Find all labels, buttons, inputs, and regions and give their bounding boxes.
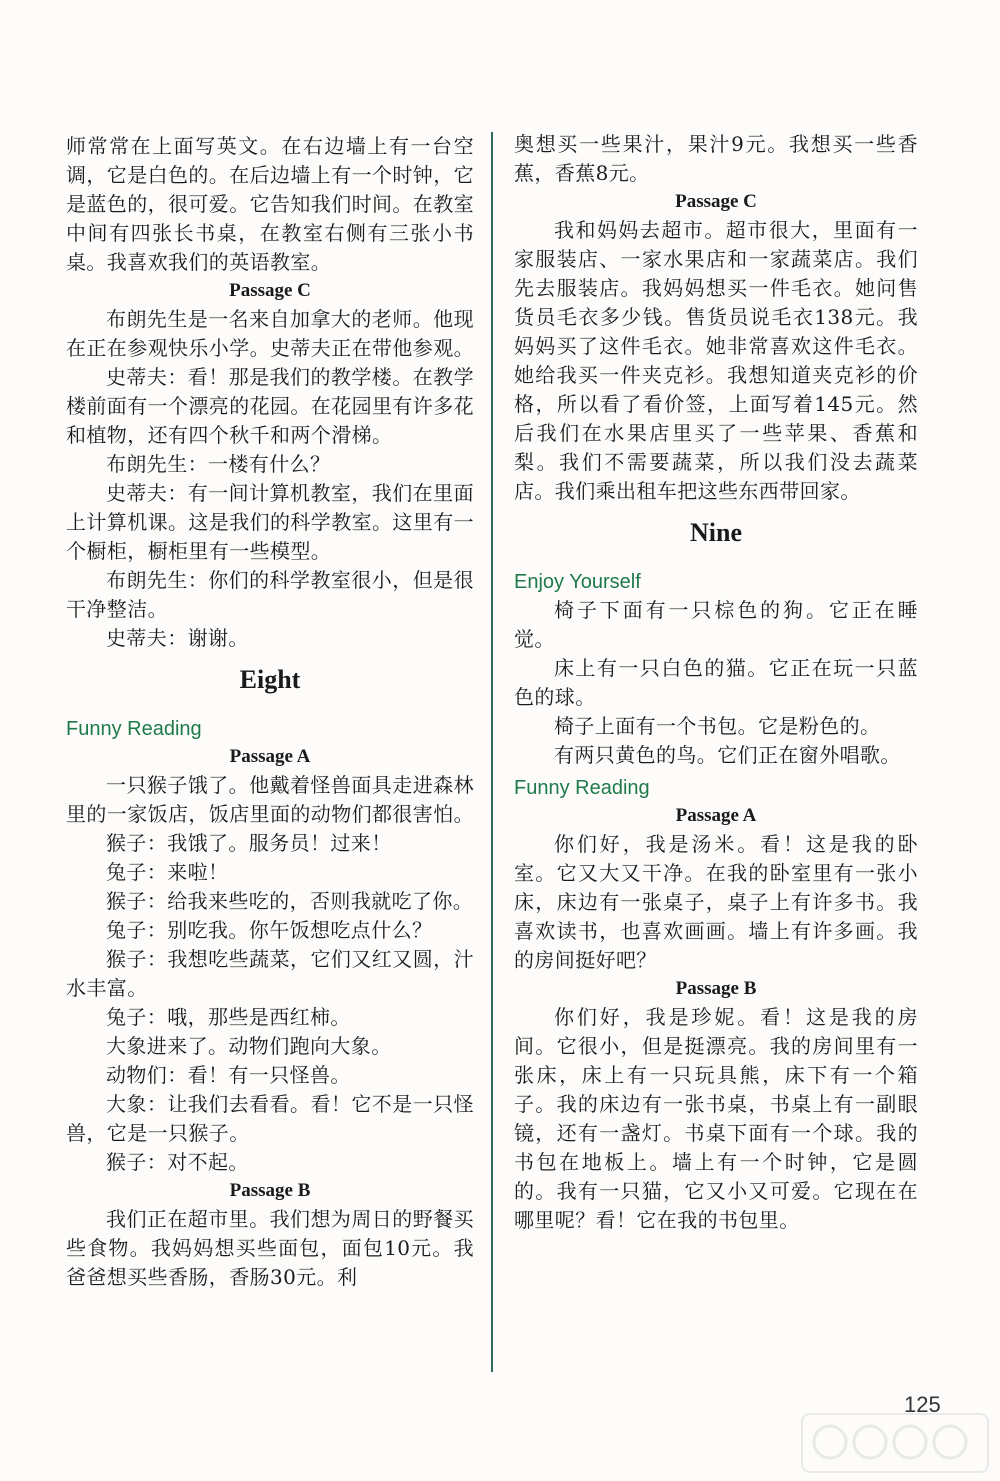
page-number: 125 [904,1392,941,1417]
right-column [514,130,918,1235]
paragraph: 猴子：我想吃些蔬菜，它们又红又圆，汁水丰富。 [66,947,474,1000]
passage-title: Passage A [229,746,311,767]
paragraph: 猴子：对不起。 [106,1150,249,1174]
unit-heading: Eight [239,665,301,694]
paragraph: 兔子：来啦！ [106,860,229,884]
paragraph: 大象：让我们去看看。看！它不是一只怪兽，它是一只猴子。 [66,1092,474,1145]
paragraph: 师常常在上面写英文。在右边墙上有一台空调，它是白色的。在后边墙上有一个时钟，它是蓝色的，很可爱。它告知我们时间。在教室中间有四张长书桌，在教室右侧有三张小书桌。我喜欢我们的英语教室。 [66,134,474,274]
paragraph: 椅子上面有一个书包。它是粉色的。 [554,714,881,738]
unit-heading: Nine [690,518,742,547]
passage-title: Passage C [229,280,311,301]
paragraph: 大象进来了。动物们跑向大象。 [106,1034,392,1058]
paragraph: 史蒂夫：看！那是我们的教学楼。在教学楼前面有一个漂亮的花园。在花园里有许多花和植物，还有四个秋千和两个滑梯。 [66,365,474,447]
paragraph: 兔子：别吃我。你午饭想吃点什么？ [106,918,433,942]
paragraph: 猴子：给我来些吃的，否则我就吃了你。 [106,889,474,913]
left-column [66,132,474,1292]
paragraph: 史蒂夫：有一间计算机教室，我们在里面上计算机课。这是我们的科学教室。这里有一个橱柜，橱柜里有一些模型。 [66,481,474,563]
paragraph: 布朗先生：你们的科学教室很小，但是很干净整洁。 [66,568,474,621]
paragraph: 我和妈妈去超市。超市很大，里面有一家服装店、一家水果店和一家蔬菜店。我们先去服装店。我妈妈想买一件毛衣。她问售货员毛衣多少钱。售货员说毛衣138元。我妈妈买了这件毛衣。她非常喜欢这件毛衣。她给我买一件夹克衫。我想知道夹克衫的价格，所以看了看价签，上面写着145元。然后我们在水果店里买了一些苹果、香蕉和梨。我们不需要蔬菜，所以我们没去蔬菜店。我们乘出租车把这些东西带回家。 [514,218,918,503]
paragraph: 动物们：看！有一只怪兽。 [106,1063,351,1087]
section-heading: Funny Reading [66,718,202,740]
paragraph: 史蒂夫：谢谢。 [106,626,249,650]
paragraph: 兔子：哦，那些是西红柿。 [106,1005,351,1029]
paragraph: 你们好，我是珍妮。看！这是我的房间。它很小，但是挺漂亮。我的房间里有一张床，床上有一只玩具熊，床下有一个箱子。我的床边有一张书桌，书桌上有一副眼镜，还有一盏灯。书桌下面有一个球。我的书包在地板上。墙上有一个时钟，它是圆的。我有一只猫，它又小又可爱。它现在在哪里呢？看！它在我的书包里。 [514,1005,918,1232]
paragraph: 床上有一只白色的猫。它正在玩一只蓝色的球。 [514,656,918,709]
watermark-logo [800,1412,990,1474]
paragraph: 有两只黄色的鸟。它们正在窗外唱歌。 [554,743,901,767]
paragraph: 我们正在超市里。我们想为周日的野餐买些食物。我妈妈想买些面包，面包10元。我爸爸想买些香肠，香肠30元。利 [66,1207,474,1289]
paragraph: 布朗先生：一楼有什么？ [106,452,331,476]
paragraph: 椅子下面有一只棕色的狗。它正在睡觉。 [514,598,918,651]
passage-title: Passage B [675,978,757,999]
passage-title: Passage B [229,1180,311,1201]
paragraph: 猴子：我饿了。服务员！过来！ [106,831,392,855]
passage-title: Passage A [675,805,757,826]
paragraph: 奥想买一些果汁，果汁9元。我想买一些香蕉，香蕉8元。 [514,132,918,185]
column-divider [491,132,493,1372]
paragraph: 布朗先生是一名来自加拿大的老师。他现在正在参观快乐小学。史蒂夫正在带他参观。 [66,307,474,360]
passage-title: Passage C [675,191,757,212]
paragraph: 你们好，我是汤米。看！这是我的卧室。它又大又干净。在我的卧室里有一张小床，床边有一张桌子，桌子上有许多书。我喜欢读书，也喜欢画画。墙上有许多画。我的房间挺好吧？ [514,832,918,972]
paragraph: 一只猴子饿了。他戴着怪兽面具走进森林里的一家饭店，饭店里面的动物们都很害怕。 [66,773,474,826]
section-heading: Enjoy Yourself [514,571,641,593]
section-heading: Funny Reading [514,777,650,799]
